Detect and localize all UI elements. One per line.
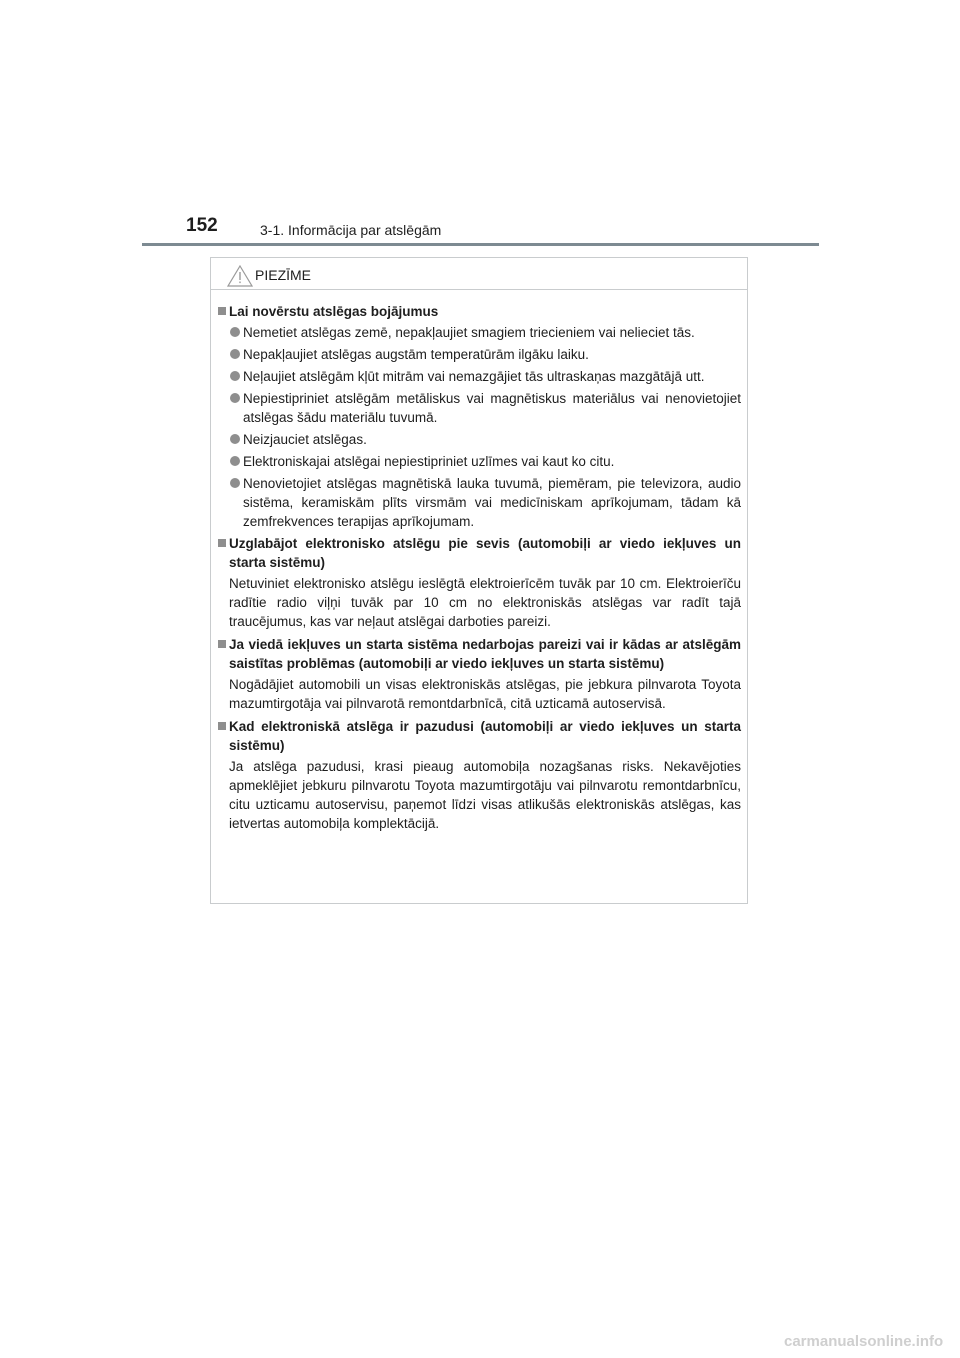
square-bullet-icon [218,640,226,648]
section-text: Nogādājiet automobili un visas elektroniskās atslēgas, pie jebkura pilnvarota Toyota mazumtirgotāja vai pilnvarotā remontdarbnīcā, citā uzticamā autoservisā. [229,677,741,711]
circle-bullet-icon [230,371,240,381]
list-item: Nepakļaujiet atslēgas augstām temperatūrām ilgāku laiku. [218,345,741,364]
header-divider [142,243,819,246]
circle-bullet-icon [230,349,240,359]
notice-section [218,302,741,531]
list-item: Nenovietojiet atslēgas magnētiskā lauka tuvumā, piemēram, pie televizora, audio sistēma, keramiskām plīts virsmām vai medicīniskam aprīkojumam, tādam kā zemfrekvences terapijas aprīkojumam. [218,474,741,531]
list-item: Nepiestipriniet atslēgām metāliskus vai magnētiskus materiālus vai nenovietojiet atslēgas šādu materiālu tuvumā. [218,389,741,427]
square-bullet-icon [218,722,226,730]
warning-triangle-icon [227,265,253,287]
list-item: Neļaujiet atslēgām kļūt mitrām vai nemazgājiet tās ultraskaņas mazgātājā utt. [218,367,741,386]
watermark: carmanualsonline.info [784,1333,944,1350]
section-title: 3-1. Informācija par atslēgām [260,222,442,238]
page-header [0,0,960,250]
section-text: Ja atslēga pazudusi, krasi pieaug automobiļa nozagšanas risks. Nekavējoties apmeklējiet jebkuru pilnvarotu Toyota mazumtirgotāju vai pilnvarotu remontdarbnīcu, citu uzticamu autoservisu, paņemot līdzi visas atlikušās elektroniskās atslēgas, kas ietvertas automobiļa komplektācijā. [229,759,741,831]
page-number: 152 [186,215,218,236]
notice-header [211,258,747,290]
section-heading: Kad elektroniskā atslēga ir pazudusi (automobiļi ar viedo iekļuves un starta sistēmu) [218,717,741,755]
notice-section [218,534,741,631]
section-heading: Ja viedā iekļuves un starta sistēma nedarbojas pareizi vai ir kādas ar atslēgām saistītas problēmas (automobiļi ar viedo iekļuves un starta sistēmu) [218,635,741,673]
circle-bullet-icon [230,434,240,444]
notice-section [218,635,741,713]
circle-bullet-icon [230,478,240,488]
square-bullet-icon [218,539,226,547]
section-heading: Uzglabājot elektronisko atslēgu pie sevis (automobiļi ar viedo iekļuves un starta sistēmu) [218,534,741,572]
list-item: Elektroniskajai atslēgai nepiestipriniet uzlīmes vai kaut ko citu. [218,452,741,471]
circle-bullet-icon [230,456,240,466]
notice-section [218,717,741,833]
section-heading: Lai novērstu atslēgas bojājumus [218,302,741,321]
section-text: Netuviniet elektronisko atslēgu ieslēgtā elektroierīcēm tuvāk par 10 cm. Elektroierīču radītie radio viļņi tuvāk par 10 cm no elektroniskās atslēgas var radīt tajā traucējumus, kas var neļaut atslēgai darboties pareizi. [229,576,741,629]
list-item: Nemetiet atslēgas zemē, nepakļaujiet smagiem triecieniem vai nelieciet tās. [218,323,741,342]
bullet-list [218,323,741,531]
square-bullet-icon [218,307,226,315]
notice-box [210,257,748,904]
notice-body [211,290,747,833]
circle-bullet-icon [230,327,240,337]
notice-title: PIEZĪME [255,267,312,283]
circle-bullet-icon [230,393,240,403]
list-item: Neizjauciet atslēgas. [218,430,741,449]
